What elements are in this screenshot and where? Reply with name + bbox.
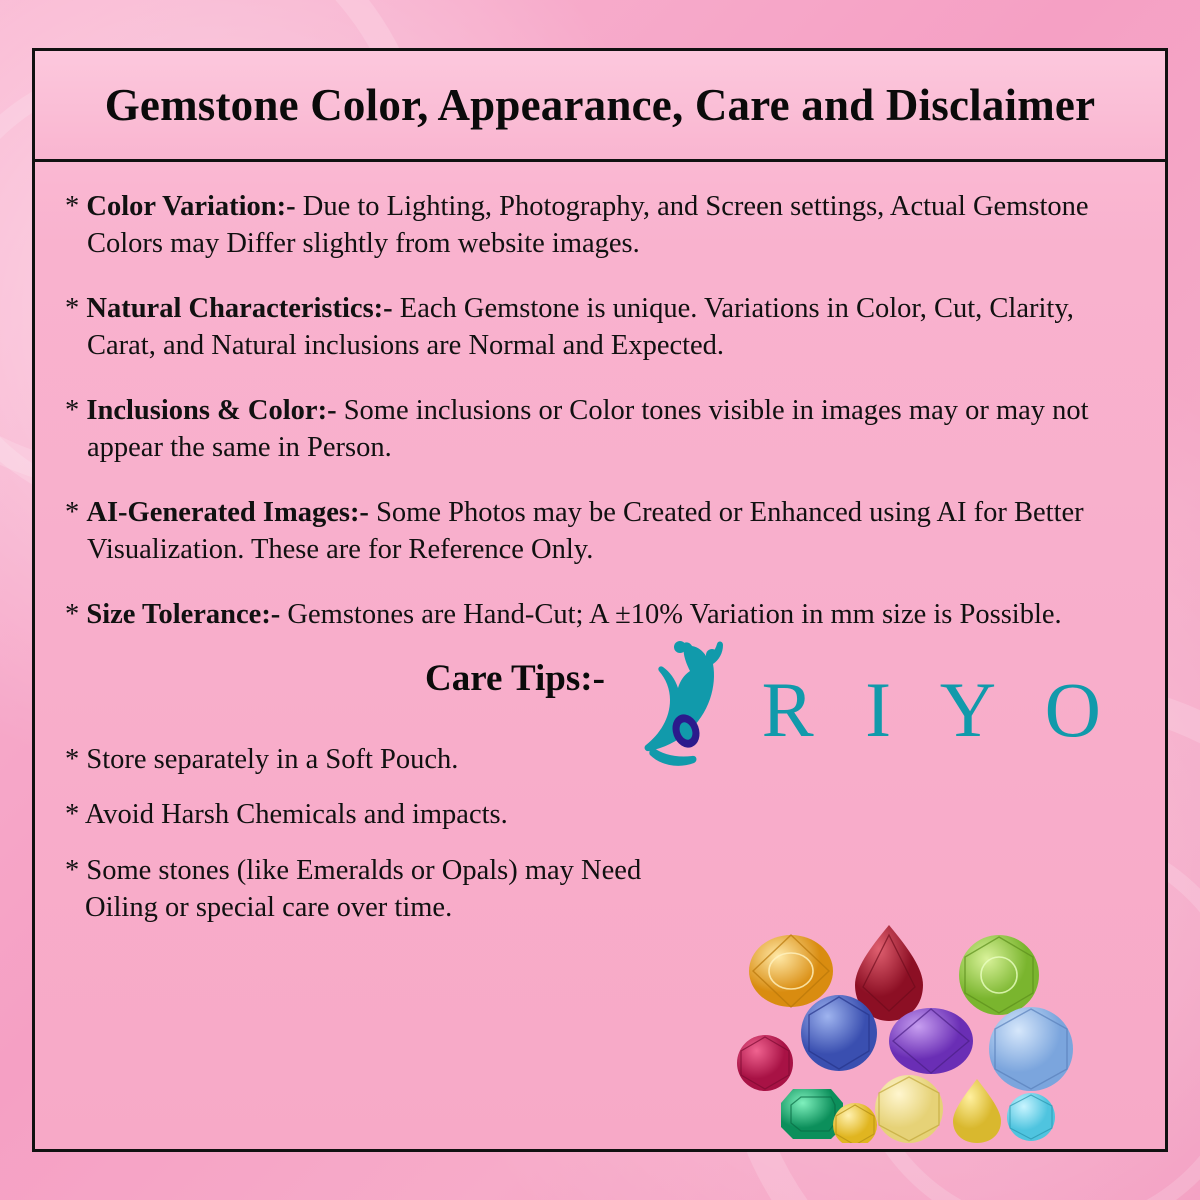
- gem-ruby-round: [737, 1035, 793, 1091]
- disclaimer-item: [65, 494, 1135, 568]
- care-tips-heading: Care Tips:-: [425, 658, 605, 700]
- care-tip-item: [65, 796, 1135, 833]
- care-tips-row: [65, 639, 1135, 754]
- bullet-star: *: [65, 497, 80, 529]
- disclaimer-lead: Natural Characteristics:-: [86, 293, 393, 325]
- gem-sapphire-round: [989, 1007, 1073, 1091]
- disclaimer-text: Some inclusions or Color tones visible in images may or may not appear the same in Person.: [87, 395, 1089, 464]
- bullet-star: *: [65, 744, 80, 776]
- gem-golden-beryl-round: [875, 1075, 943, 1143]
- gem-citrine-oval: [749, 935, 833, 1007]
- disclaimer-text: Due to Lighting, Photography, and Screen settings, Actual Gemstone Colors may Differ slightly from website images.: [87, 191, 1089, 260]
- disclaimer-item: [65, 392, 1135, 466]
- disclaimer-body: [35, 162, 1165, 926]
- bullet-star: *: [65, 293, 80, 325]
- peacock-icon: [620, 635, 758, 785]
- disclaimer-item: [65, 596, 1135, 633]
- disclaimer-lead: Size Tolerance:-: [86, 599, 281, 631]
- gem-emerald-cut: [781, 1089, 843, 1139]
- disclaimer-item: [65, 290, 1135, 364]
- disclaimer-card: [32, 48, 1168, 1152]
- disclaimer-text: Some Photos may be Created or Enhanced using AI for Better Visualization. These are for Reference Only.: [87, 497, 1084, 566]
- bullet-star: *: [65, 191, 80, 222]
- care-tip-text: Store separately in a Soft Pouch.: [86, 744, 459, 776]
- gemstone-cluster-image: [731, 913, 1151, 1143]
- disclaimer-text: Gemstones are Hand-Cut; A ±10% Variation in mm size is Possible.: [280, 599, 1062, 631]
- disclaimer-lead: Inclusions & Color:-: [86, 395, 337, 427]
- bullet-star: *: [65, 799, 80, 831]
- disclaimer-text: Each Gemstone is unique. Variations in Color, Cut, Clarity, Carat, and Natural inclusions are Normal and Expected.: [87, 293, 1074, 362]
- bullet-star: *: [65, 854, 80, 886]
- disclaimer-lead: Color Variation:-: [86, 191, 296, 222]
- brand-logo: [620, 635, 1117, 785]
- gem-lemon-quartz-pear: [953, 1079, 1001, 1143]
- gem-aquamarine-round: [1007, 1093, 1055, 1141]
- gem-peridot-round: [959, 935, 1039, 1015]
- gem-tanzanite-round: [801, 995, 877, 1071]
- disclaimer-item: [65, 188, 1135, 262]
- bullet-star: *: [65, 395, 80, 427]
- gem-amethyst-oval: [889, 1008, 973, 1074]
- disclaimer-lead: AI-Generated Images:-: [86, 497, 369, 529]
- bullet-star: *: [65, 599, 80, 631]
- brand-name: R I Y O: [761, 666, 1117, 754]
- care-tip-text: Some stones (like Emeralds or Opals) may Need Oiling or special care over time.: [85, 854, 642, 923]
- care-tip-text: Avoid Harsh Chemicals and impacts.: [84, 799, 508, 831]
- page-title: Gemstone Color, Appearance, Care and Disclaimer: [104, 80, 1096, 130]
- title-band: [35, 51, 1165, 162]
- care-tip-item: [65, 852, 705, 926]
